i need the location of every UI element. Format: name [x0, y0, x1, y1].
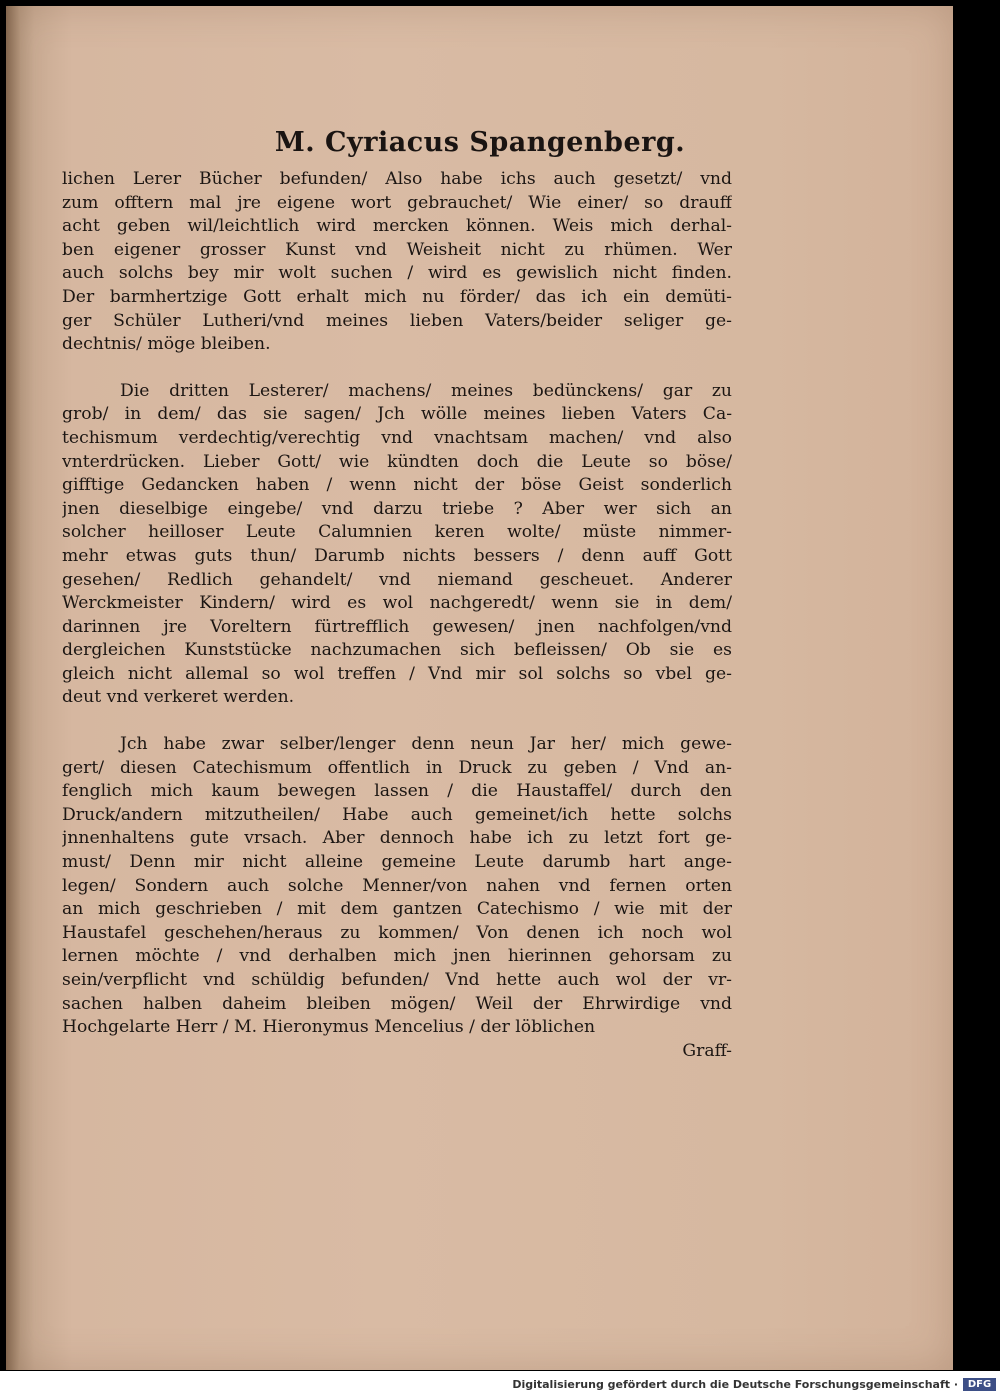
text-line: solcher heilloser Leute Calumnien keren wolte/ müste nimmer- [62, 522, 732, 543]
text-line: gifftige Gedancken haben / wenn nicht der böse Geist sonderlich [62, 475, 732, 496]
text-line: techismum verdechtig/verechtig vnd vnachtsam machen/ vnd also [62, 427, 732, 448]
text-line: grob/ in dem/ das sie sagen/ Jch wölle meines lieben Vaters Ca- [62, 404, 732, 425]
text-line: ger Schüler Lutheri/vnd meines lieben Vaters/beider seliger ge- [62, 310, 732, 331]
text-line: jnnenhaltens gute vrsach. Aber dennoch habe ich zu letzt fort ge- [62, 828, 732, 849]
funding-credit: Digitalisierung gefördert durch die Deutsche Forschungsgemeinschaft · [512, 1378, 958, 1391]
text-line: deut vnd verkeret werden. [62, 687, 295, 708]
text-line: Hochgelarte Herr / M. Hieronymus Mencelius / der löblichen [62, 1017, 596, 1038]
text-line: Die dritten Lesterer/ machens/ meines bedünckens/ gar zu [120, 380, 732, 401]
text-line: jnen dieselbige eingebe/ vnd darzu triebe ? Aber wer sich an [62, 498, 732, 519]
footer-bar [0, 1371, 1000, 1398]
text-line: gesehen/ Redlich gehandelt/ vnd niemand gescheuet. Anderer [62, 569, 732, 590]
paragraph-gap [62, 710, 732, 733]
catchword: Graff- [682, 1040, 732, 1061]
text-line: sein/verpflicht vnd schüldig befunden/ Vnd hette auch wol der vr- [62, 970, 732, 990]
text-line: lichen Lerer Bücher befunden/ Also habe ichs auch gesetzt/ vnd [62, 169, 732, 189]
dfg-logo: DFG [963, 1378, 996, 1391]
text-line: mehr etwas guts thun/ Darumb nichts bessers / denn auff Gott [62, 545, 732, 566]
text-line: Haustafel geschehen/heraus zu kommen/ Von denen ich noch wol [62, 922, 732, 943]
text-line: an mich geschrieben / mit dem gantzen Catechismo / wie mit der [62, 899, 732, 920]
text-line: zum offtern mal jre eigene wort gebrauchet/ Wie einer/ so drauff [62, 192, 732, 213]
text-line: sachen halben daheim bleiben mögen/ Weil der Ehrwirdige vnd [62, 993, 732, 1014]
body-text [62, 168, 732, 1063]
text-line: Druck/andern mitzutheilen/ Habe auch gemeinet/ich hette solchs [62, 804, 732, 825]
text-line: acht geben wil/leichtlich wird mercken können. Weis mich derhal- [62, 216, 732, 237]
text-line: Werckmeister Kindern/ wird es wol nachgeredt/ wenn sie in dem/ [62, 593, 732, 614]
text-line: ben eigener grosser Kunst vnd Weisheit nicht zu rhümen. Wer [62, 239, 732, 260]
text-line: Der barmhertzige Gott erhalt mich nu förder/ das ich ein demüti- [62, 286, 732, 307]
text-line: auch solchs bey mir wolt suchen / wird es gewislich nicht finden. [62, 263, 732, 284]
text-line: legen/ Sondern auch solche Menner/von nahen vnd fernen orten [62, 875, 732, 896]
text-line: gleich nicht allemal so wol treffen / Vnd mir sol solchs so vbel ge- [62, 663, 732, 684]
text-line: vnterdrücken. Lieber Gott/ wie kündten doch die Leute so böse/ [62, 451, 732, 472]
page-edge [6, 6, 20, 1370]
text-line: dechtnis/ möge bleiben. [62, 334, 271, 355]
text-line: gert/ diesen Catechismum offentlich in Druck zu geben / Vnd an- [62, 757, 732, 778]
paragraph-gap [62, 357, 732, 380]
text-line: lernen möchte / vnd derhalben mich jnen hierinnen gehorsam zu [62, 946, 732, 967]
text-line: dergleichen Kunststücke nachzumachen sich befleissen/ Ob sie es [62, 640, 732, 661]
text-line: must/ Denn mir nicht alleine gemeine Leute darumb hart ange- [62, 852, 732, 873]
text-line: fenglich mich kaum bewegen lassen / die Haustaffel/ durch den [62, 781, 732, 802]
text-line: darinnen jre Voreltern fürtrefflich gewesen/ jnen nachfolgen/vnd [62, 616, 732, 637]
text-line: Jch habe zwar selber/lenger denn neun Jar her/ mich gewe- [120, 734, 732, 755]
running-head: M. Cyriacus Spangenberg. [274, 127, 686, 158]
